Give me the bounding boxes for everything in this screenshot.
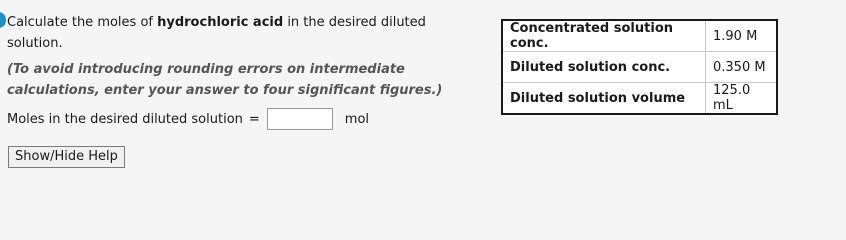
table-label-cell: Concentrated solution conc. — [502, 20, 706, 52]
answer-label: Moles in the desired diluted solution — [7, 111, 243, 127]
question-marker — [0, 12, 6, 28]
table-value-cell: 1.90 M — [706, 20, 778, 52]
given-data-table — [501, 19, 778, 115]
table-row — [502, 52, 777, 83]
equals-sign: = — [248, 111, 260, 127]
table-value-cell: 0.350 M — [706, 52, 778, 83]
question-suffix: in the desired diluted solution. — [7, 15, 426, 51]
question-substance: hydrochloric acid — [157, 15, 284, 30]
table-label-cell: Diluted solution volume — [502, 83, 706, 115]
table-row — [502, 20, 777, 52]
table-label-cell: Diluted solution conc. — [502, 52, 706, 83]
answer-row — [7, 107, 369, 131]
show-hide-help-button[interactable]: Show/Hide Help — [8, 146, 125, 168]
rounding-note: (To avoid introducing rounding errors on intermediate calculations, enter your answer to four significant figures.) — [7, 62, 443, 98]
table-row — [502, 83, 777, 115]
table-value-cell: 125.0 mL — [706, 83, 778, 115]
answer-unit: mol — [344, 111, 370, 127]
question-prefix: Calculate the moles of — [7, 15, 158, 30]
moles-answer-input[interactable] — [267, 108, 333, 130]
question-text — [7, 12, 427, 54]
